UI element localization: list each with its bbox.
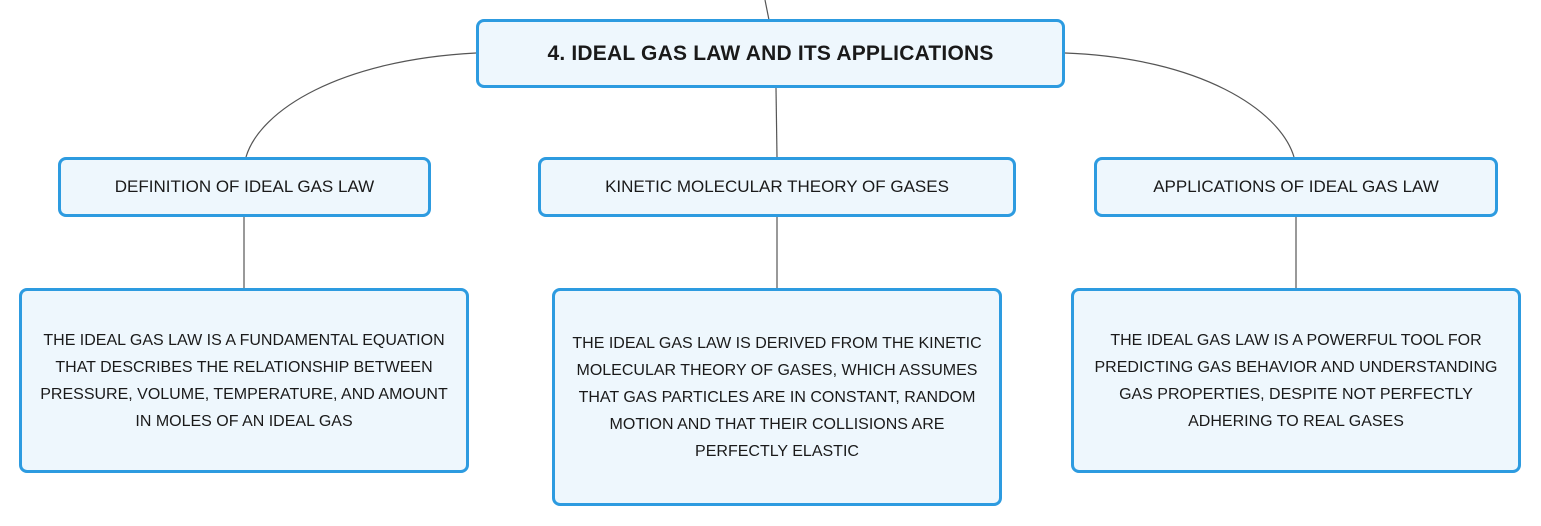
connector-root-to-kinetic	[776, 88, 777, 157]
topic-node-definition[interactable]	[58, 157, 431, 217]
topic-label-kinetic: KINETIC MOLECULAR THEORY OF GASES	[605, 177, 949, 196]
root-label: 4. IDEAL GAS LAW AND ITS APPLICATIONS	[547, 41, 994, 65]
topic-label-definition: DEFINITION OF IDEAL GAS LAW	[114, 177, 375, 196]
detail-text-kinetic: THE IDEAL GAS LAW IS DERIVED FROM THE KINETIC MOLECULAR THEORY OF GASES, WHICH ASSUMES THAT GAS PARTICLES ARE IN CONSTANT, RANDOM MOTION AND THAT THEIR COLLISIONS ARE PERFECTLY ELASTIC	[572, 334, 982, 460]
detail-node-definition[interactable]	[19, 288, 469, 473]
topic-label-applications: APPLICATIONS OF IDEAL GAS LAW	[1153, 177, 1439, 196]
topic-node-applications[interactable]	[1094, 157, 1498, 217]
topic-node-kinetic[interactable]	[538, 157, 1016, 217]
root-node[interactable]	[476, 19, 1065, 88]
detail-node-applications[interactable]	[1071, 288, 1521, 473]
detail-text-applications: THE IDEAL GAS LAW IS A POWERFUL TOOL FOR PREDICTING GAS BEHAVIOR AND UNDERSTANDING GAS PROPERTIES, DESPITE NOT PERFECTLY ADHERING TO REAL GASES	[1094, 331, 1498, 430]
detail-text-definition: THE IDEAL GAS LAW IS A FUNDAMENTAL EQUATION THAT DESCRIBES THE RELATIONSHIP BETWEEN PRESSURE, VOLUME, TEMPERATURE, AND AMOUNT IN MOLES OF AN IDEAL GAS	[40, 331, 448, 430]
connector-incoming	[765, 0, 769, 20]
connector-root-to-applications	[1065, 53, 1294, 157]
detail-node-kinetic[interactable]	[552, 288, 1002, 506]
connector-root-to-definition	[246, 53, 476, 157]
